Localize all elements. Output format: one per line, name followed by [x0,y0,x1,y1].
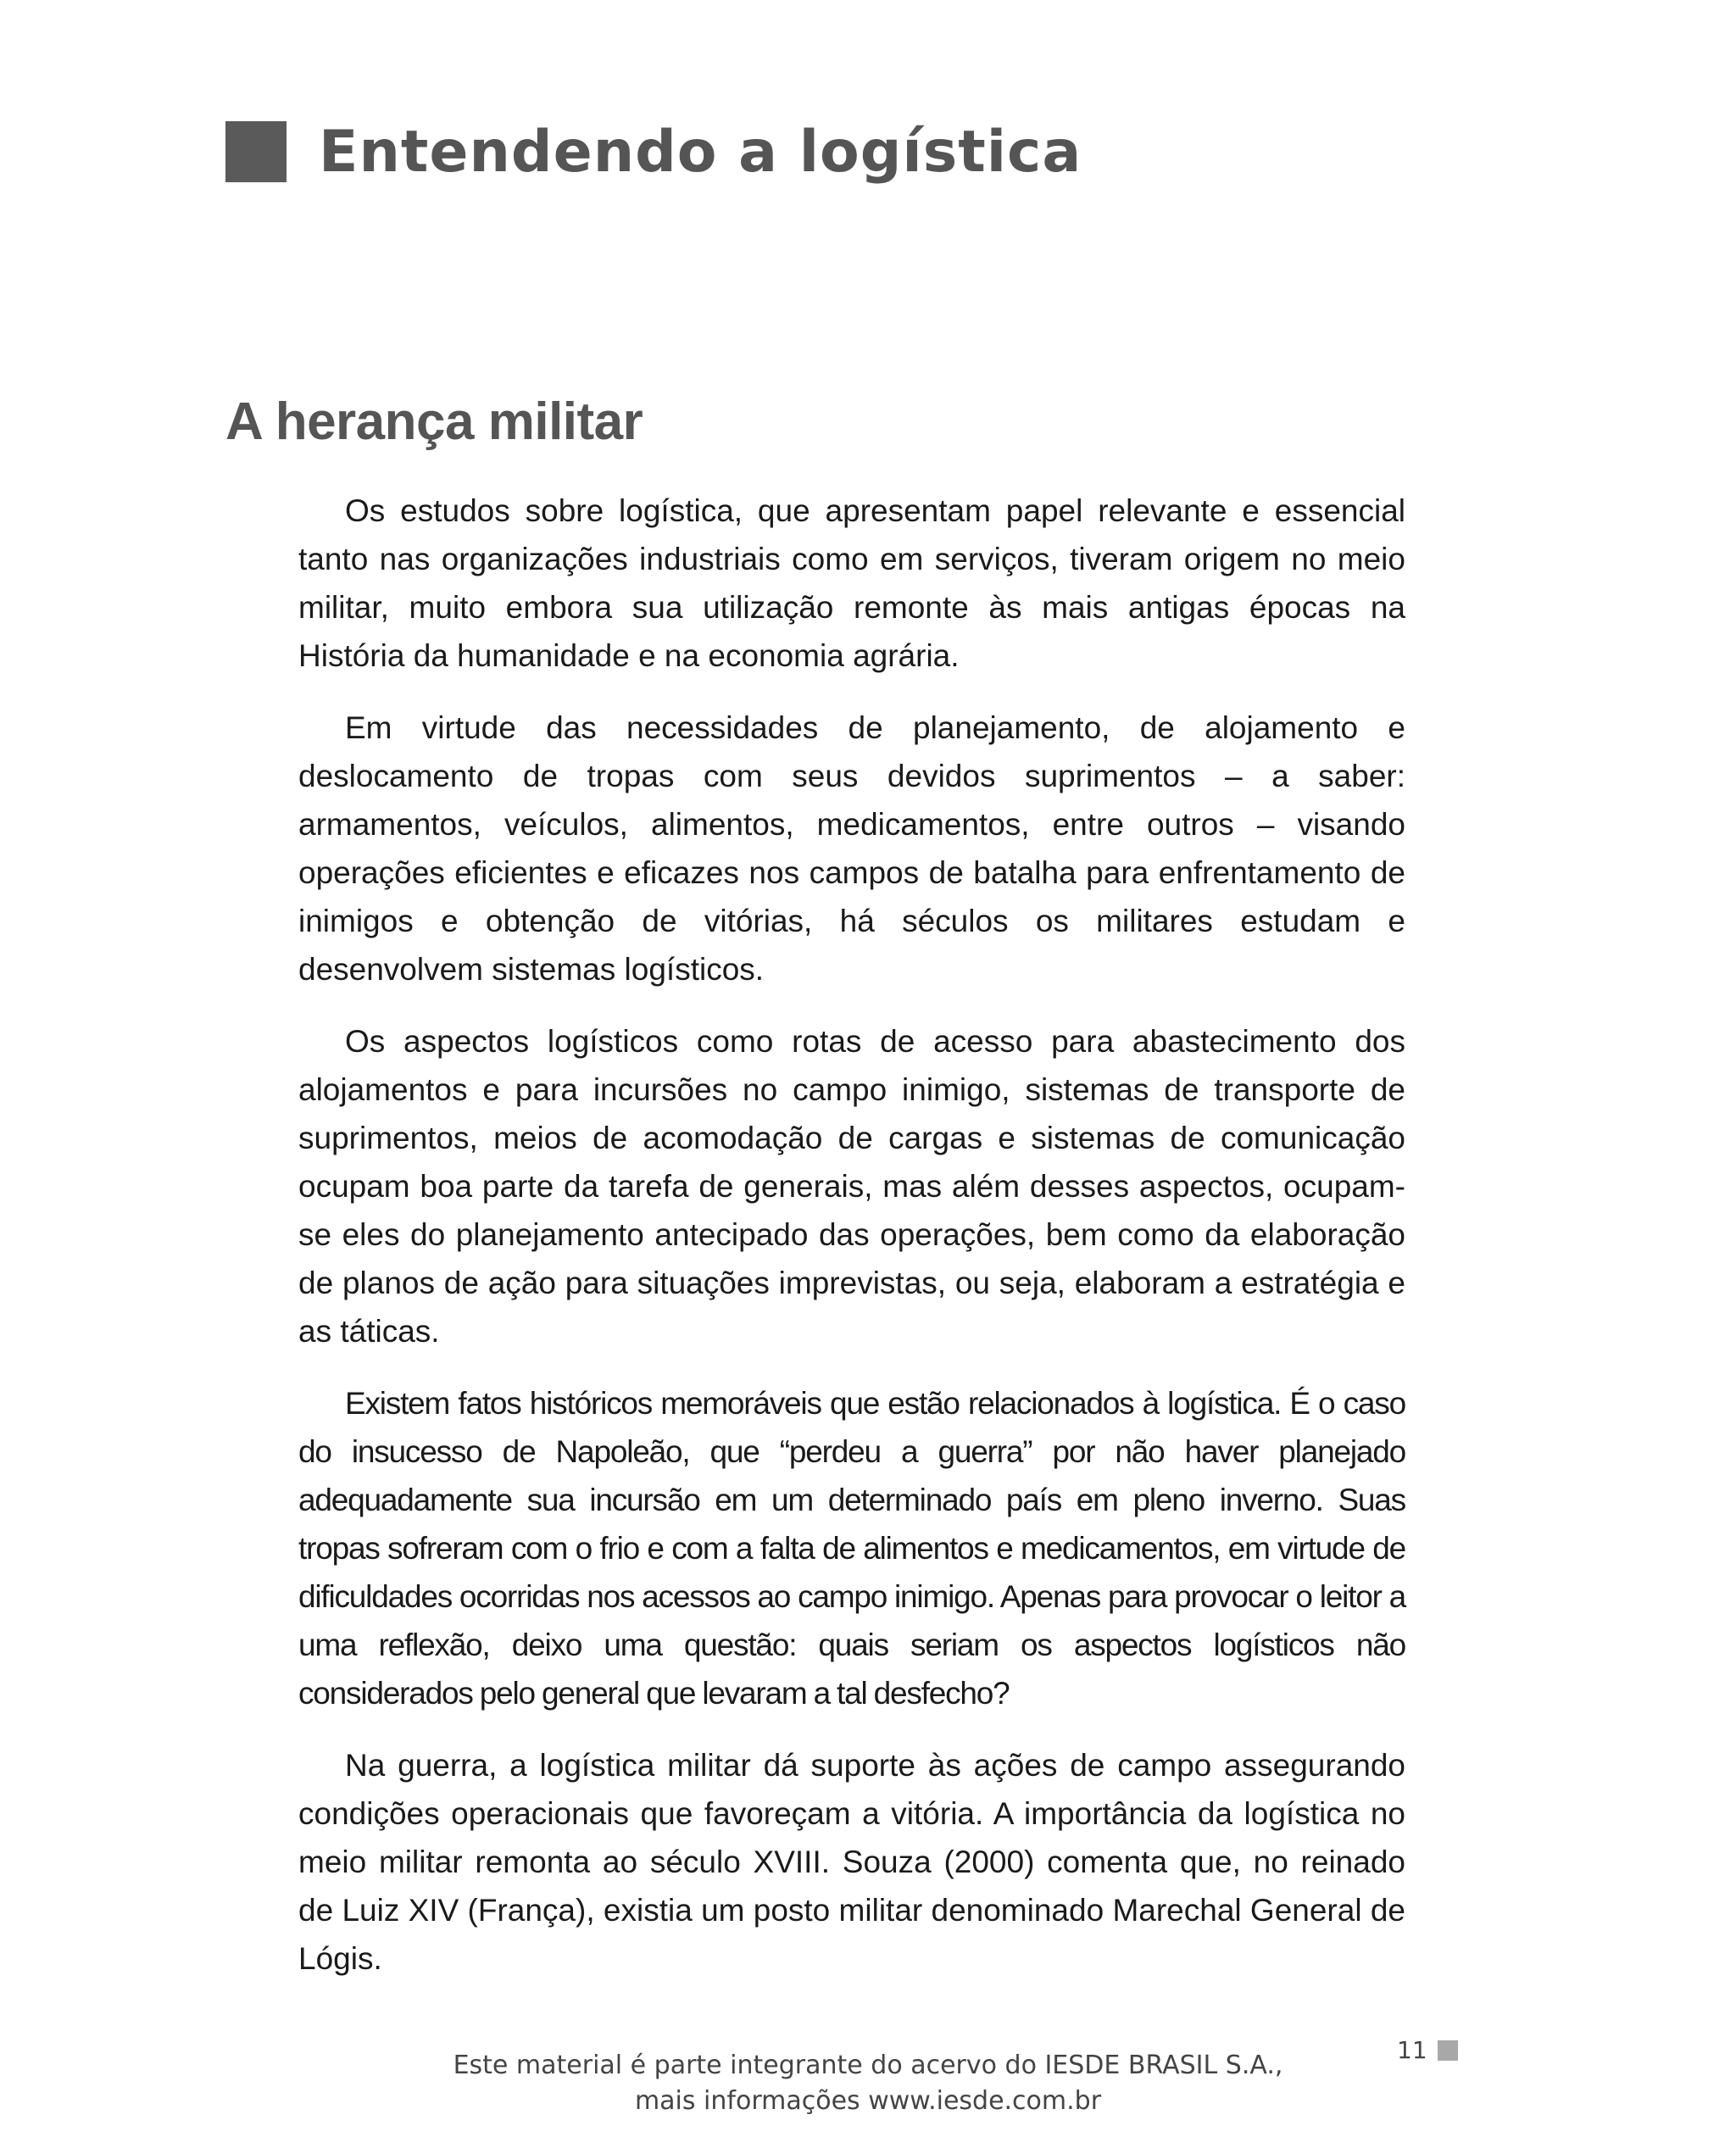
section-title: A herança militar [225,392,643,451]
paragraph-5: Na guerra, a logística militar dá suporte às ações de campo assegurando condições operacionais que favoreçam a vitória. A importância da logística no meio militar remonta ao século XVIII. Souza (2000) comenta que, no reinado de Luiz XIV (França), existia um posto militar denominado Marechal General de Lógis. [298,1748,1405,1976]
page-number-text: 11 [1397,2036,1427,2064]
footer-line-2: mais informações www.iesde.com.br [634,2086,1102,2116]
paragraph-2: Em virtude das necessidades de planejamento, de alojamento e deslocamento de tropas com seus devidos suprimentos – a saber: armamentos, veículos, alimentos, medicamentos, entre outros – visando operações eficientes e eficazes nos campos de batalha para enfrentamento de inimigos e obtenção de vitórias, há séculos os militares estudam e desenvolvem sistemas logísticos. [298,710,1405,987]
footer-line-1: Este material é parte integrante do acervo do IESDE BRASIL S.A., [453,2051,1283,2080]
paragraph-1: Os estudos sobre logística, que apresentam papel relevante e essencial tanto nas organizações industriais como em serviços, tiveram origem no meio militar, muito embora sua utilização remonte às mais antigas épocas na História da humanidade e na economia agrária. [298,493,1405,673]
chapter-header [225,118,1082,186]
body-text [298,487,1405,2006]
chapter-title: Entendendo a logística [319,118,1082,186]
paragraph-4: Existem fatos históricos memoráveis que estão relacionados à logística. É o caso do insucesso de Napoleão, que “perdeu a guerra” por não haver planejado adequadamente sua incursão em um determinado país em pleno inverno. Suas tropas sofreram com o frio e com a falta de alimentos e medicamentos, em virtude de dificuldades ocorridas nos acessos ao campo inimigo. Apenas para provocar o leitor a uma reflexão, deixo uma questão: quais seriam os aspectos logísticos não considerados pelo general que levaram a tal desfecho? [298,1386,1405,1711]
chapter-square-marker [225,121,287,182]
footer [0,2048,1736,2119]
paragraph-3: Os aspectos logísticos como rotas de acesso para abastecimento dos alojamentos e para incursões no campo inimigo, sistemas de transporte de suprimentos, meios de acomodação de cargas e sistemas de comunicação ocupam boa parte da tarefa de generais, mas além desses aspectos, ocupam-se eles do planejamento antecipado das operações, bem como da elaboração de planos de ação para situações imprevistas, ou seja, elaboram a estratégia e as táticas. [298,1024,1405,1349]
